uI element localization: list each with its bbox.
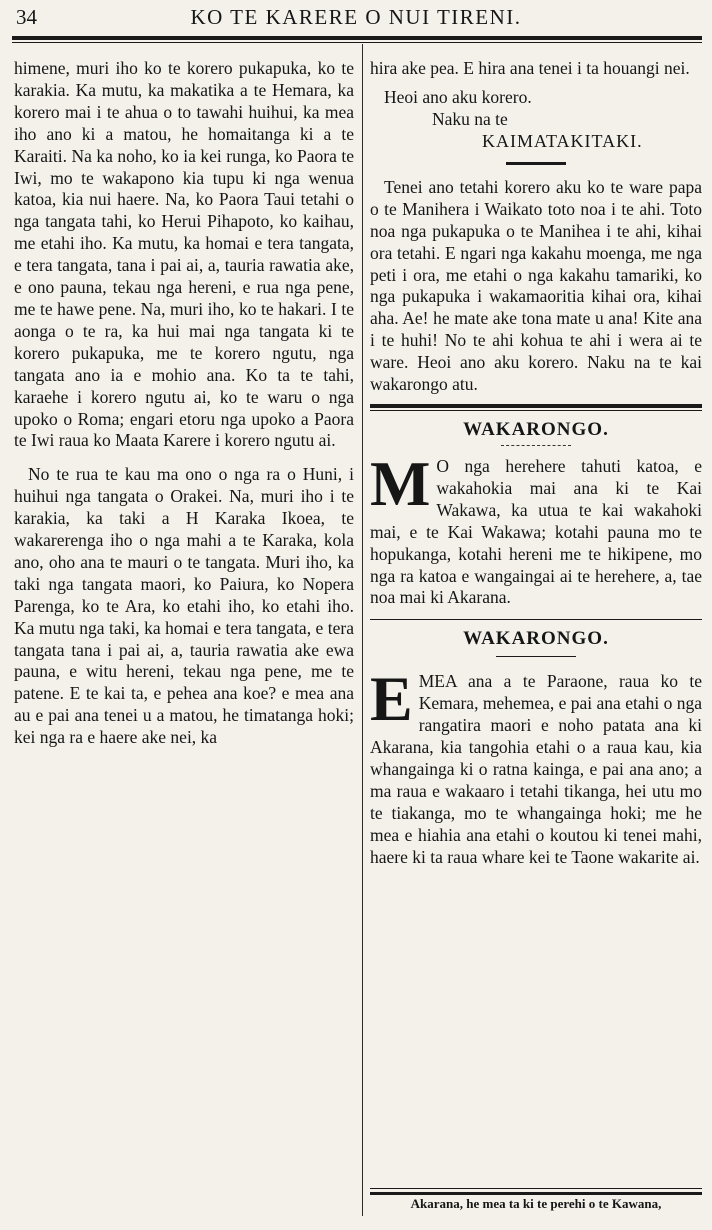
notice-1-ornament bbox=[501, 445, 571, 446]
page-number: 34 bbox=[16, 5, 37, 29]
left-column bbox=[14, 58, 354, 749]
notice-2-heading: WAKARONGO. bbox=[463, 628, 609, 650]
header-rule-thick bbox=[12, 36, 702, 40]
left-paragraph-1: himene, muri iho ko te korero pukapuka, ko te karakia. Ka mutu, ka makatika a te Hemara, ka korero mai i te ahua o to tawahi huihui, ka mea iho ano ki a matou, he homaitanga ki a te Karaiti. Na ka noho, ko ia kei runga, ko Paora te Iwi, mo te wakapono kia tupu ki nga wenua katoa, kia nui haere. Na, ko Paora Taui tetahi o nga tangata tahi, ko Herui Pihapoto, ko kaihau, me etahi iho. Ka mutu, ka homai e tera tangata, e tera tangata, tana i pai ai, a, tauria rawatia ake, e ono pauna, tekau nga hereni, e rua nga pene, me te hawe pene. Na, muri iho, ko te hakari. I te aonga o te ra, ka hui mai nga tangata ki te korero pukapuka, me te korero ngutu, nga tangata ano ia e mohio ana. Ko ta te tahi, karaehe i korero ngutu ai, ko te waru o nga upoko o Roma; engari etoru nga upoko a Paora te Iwi raua ko Maata Karere i korero ngutu ai. bbox=[14, 58, 354, 451]
left-paragraph-2: No te rua te kau ma ono o nga ra o Huni, i huihui nga tangata o Orakei. Na, muri iho i te karakia, ka taki a H Karaka Ikoea, te wakarerenga iho o nga mahi a te Karaka, kola ano, oho ana te mauri o te tangata. Muri iho, ka taki nga tangata maori, ko Paiura, ko Nopera Parenga, ko te Ara, ko etahi iho, ko etahi iho. Ka mutu nga taki, ka homai e tera tangata, e tera tangata tana i pai ai, a, tauria rawatia ake ewa pauna, e witu hereni, tekau nga pene, me te patene. E te kai ta, e pehea ana koe? e mea ana au e pai ana tenei u a matou, he timatanga hoki; kei nga ra e haere ake nei, ka bbox=[14, 464, 354, 748]
notice-1-heading: WAKARONGO. bbox=[463, 418, 609, 440]
header-rule-thin bbox=[12, 42, 702, 43]
signoff-line: Naku na te bbox=[432, 108, 508, 129]
imprint-line: Akarana, he mea ta ki te perehi o te Kawana, bbox=[410, 1196, 662, 1211]
footer-rule-thin bbox=[370, 1188, 702, 1189]
section-rule-thick bbox=[370, 404, 702, 408]
notice-1-text bbox=[370, 447, 702, 609]
notice-2-text bbox=[370, 663, 702, 868]
notice-2-dropcap: E bbox=[370, 663, 413, 735]
running-title: KO TE KARERE O NUI TIRENI. bbox=[190, 5, 522, 29]
notice-1-body: O nga herehere tahuti katoa, e wakahokia mai ana ki te Kai Wakawa, ka utua te kai wakahoki mai, e te Kai Wakawa; kotahi pauna mo te hopukanga, kotahi hereni me te hikipene, mo nga ra katoa e wangaingai ai te herehere, a, tae noa mai ki Akarana. bbox=[370, 455, 702, 608]
signoff-name: KAIMATAKITAKI. bbox=[482, 130, 643, 151]
section-rule-2 bbox=[370, 619, 702, 620]
section-rule-thin bbox=[370, 410, 702, 411]
column-divider bbox=[362, 44, 363, 1216]
notice-2-ornament bbox=[496, 656, 576, 657]
short-rule bbox=[506, 162, 566, 165]
footer-rule-thick bbox=[370, 1192, 702, 1195]
closing-line: Heoi ano aku korero. bbox=[384, 86, 532, 107]
notice-1-dropcap: M bbox=[370, 447, 431, 519]
page-header bbox=[0, 0, 712, 34]
right-column bbox=[370, 58, 702, 868]
notice-2-body: MEA ana a te Paraone, raua ko te Kemara, mehemea, e pai ana etahi o nga rangatira maori e noho patata ana ki Akarana, kia tangohia etahi o a raua kau, kia whangainga ki o ratna kainga, e pai ana ano; a ma raua e wakaaro i tetahi tikanga, hei utu mo te tiakanga, mo te whangainga hoki; me he mea e hiahia ana etahi o koutou ki tenei mahi, haere ki ta raua whare kei te Taone wakarite ai. bbox=[370, 671, 702, 867]
right-paragraph-1: hira ake pea. E hira ana tenei i ta houangi nei. bbox=[370, 58, 690, 78]
right-paragraph-2: Tenei ano tetahi korero aku ko te ware papa o te Manihera i Waikato toto noa i te ahi. Toto noa nga pukapuka o te Manihea i te ahi, kihai ora tetahi. E ngari nga kakahu moenga, me nga peti i ora, me etahi o nga kakahu tamariki, ko nga pukapuka i wakamaoritia kihai ora, kihai aha. Ae! he mate ake tona mate u ana! Kite ana i te huhi! No te ahi kohua te ahi i wera ai te ware. Heoi ano aku korero. Naku na te kai wakarongo atu. bbox=[370, 176, 702, 395]
